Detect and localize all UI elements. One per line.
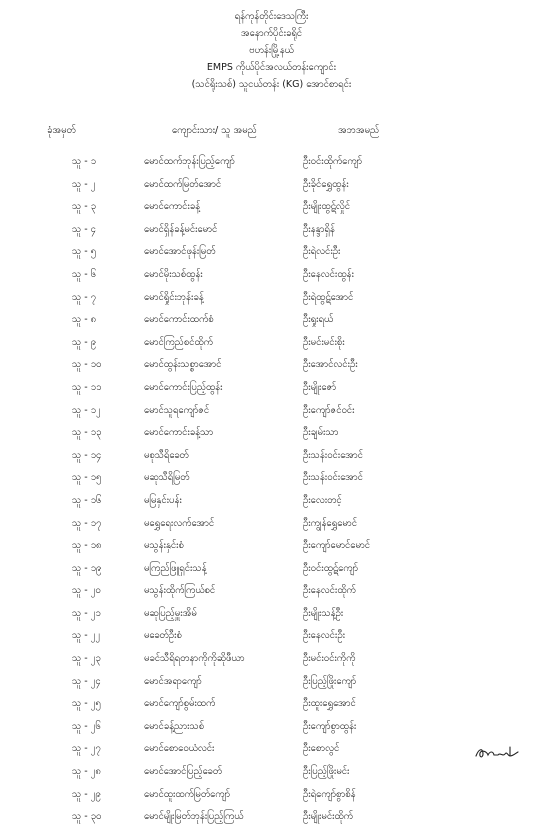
student-name: မစုသီရိခေတ် (144, 449, 189, 461)
list-row (0, 469, 543, 492)
student-name: မခေတ်ဦးစံ (144, 630, 182, 642)
header-list-title: (သင်ရိုးသစ်) သူငယ်တန်း (KG) အောင်စာရင်း (191, 79, 352, 90)
row-number: သူ - ၇ (72, 291, 96, 303)
list-row (0, 266, 543, 289)
student-name: မောင်ထူးထက်မြတ်ကျော် (144, 788, 230, 800)
list-row (0, 582, 543, 605)
father-name: ဦးမင်းဝင်းကိုကို (303, 653, 356, 665)
father-name: ဦးကျော်မောင်မောင် (303, 540, 371, 552)
list-row (0, 243, 543, 266)
row-number: သူ - ၁၉ (72, 562, 102, 574)
list-row (0, 402, 543, 425)
father-name: ဦးစောလွင် (303, 743, 340, 755)
row-number: သူ - ၂ (72, 178, 96, 190)
list-row (0, 424, 543, 447)
row-number: သူ - ၁၅ (72, 472, 102, 484)
row-number: သူ - ၄ (72, 223, 96, 235)
student-name: မောင်အောင်ပြည့်ခေတ် (144, 766, 223, 778)
father-name: ဦးကျော်စွာထွန်း (303, 720, 357, 732)
row-number: သူ - ၂၈ (72, 766, 101, 778)
list-row (0, 492, 543, 515)
student-name: မောင်ရှိုင်းဘုန်းခန့် (144, 291, 204, 303)
student-name: မောင်ထက်မြတ်အောင် (144, 178, 222, 190)
student-name: မသွန်းထိုက်ကြယ်စင် (144, 585, 216, 597)
father-name: ဦးအောင်လင်းဦး (303, 359, 358, 371)
father-name: ဦးနေလင်းထွန်း (303, 268, 354, 280)
student-name: မောင်ထက်ဘုန်းပြည့်ကျော် (144, 156, 235, 167)
row-number: သူ - ၁၆ (72, 494, 102, 506)
student-name: မောင်မိုးသစ်ထွန်း (144, 268, 203, 280)
student-name: မောင်သူရကျော်ဇင် (144, 404, 210, 416)
father-name: ဦးပြည့်ဖြိုးကျော် (303, 675, 357, 687)
row-number: သူ - ၂၃ (72, 653, 101, 665)
row-number: သူ - ၁၁ (72, 381, 102, 393)
list-row (0, 311, 543, 334)
student-name: မောင်ကောင်းခန့် (144, 201, 201, 213)
row-number: သူ - ၂၂ (72, 630, 100, 642)
father-name: ဦးဝင်းထိုက်ကျော် (303, 156, 363, 167)
father-name: ဦးကျော်ဇင်ဝင်း (303, 404, 355, 416)
list-row (0, 198, 543, 221)
row-number: သူ - ၃ (72, 201, 96, 213)
results-list (0, 153, 543, 831)
row-number: သူ - ၈ (72, 314, 97, 326)
list-row (0, 334, 543, 357)
student-name: မောင်အရာကျော် (144, 675, 202, 687)
column-header-student: ကျောင်းသား/ သူ အမည် (172, 125, 257, 136)
list-row (0, 650, 543, 673)
row-number: သူ - ၂၇ (72, 743, 101, 755)
student-name: မောင်ကောင်းပြည့်ထွန်း (144, 381, 223, 393)
student-name: မောင်မျိုးမြတ်ဘုန်းပြည့်ကြယ် (144, 811, 244, 823)
row-number: သူ - ၁၈ (72, 540, 102, 552)
student-name: မောင်ကောင်းထက်စံ (144, 314, 214, 326)
row-number: သူ - ၁၃ (72, 427, 102, 439)
list-row (0, 537, 543, 560)
father-name: ဦးကျွန်ရွှေမောင် (303, 517, 357, 529)
father-name: ဦးချမ်းသာ (303, 427, 339, 439)
list-row (0, 447, 543, 470)
column-header-father: အဘအမည် (338, 125, 380, 136)
header-region: ရန်ကုန်တိုင်းဒေသကြီး (234, 11, 309, 22)
row-number: သူ - ၉ (72, 336, 96, 348)
row-number: သူ - ၂၉ (72, 788, 101, 800)
header-township: ဗဟန်းမြို့နယ် (249, 45, 294, 56)
student-name: မဆုပြည့်မှူးအိမ် (144, 607, 197, 619)
father-name: ဦးသန်းဝင်းအောင် (303, 449, 363, 461)
student-name: မရွှေရေးလက်အောင် (144, 517, 215, 529)
list-row (0, 627, 543, 650)
list-row (0, 515, 543, 538)
row-number: သူ - ၂၀ (72, 585, 101, 597)
student-name: မောင်ခန့်ညားသစ် (144, 720, 205, 732)
list-row (0, 673, 543, 696)
student-name: မောင်ကျော်စွမ်းထက် (144, 698, 216, 710)
list-row (0, 763, 543, 786)
row-number: သူ - ၂၁ (72, 607, 101, 619)
father-name: ဦးနေလင်းဦး (303, 630, 346, 642)
list-row (0, 695, 543, 718)
student-name: မဆုသီရိမြတ် (144, 472, 190, 484)
row-number: သူ - ၁ (72, 156, 96, 167)
list-row (0, 153, 543, 176)
student-name: မောင်ထွန်းသစ္စာအောင် (144, 359, 222, 371)
father-name: ဦးမျိုးမင်းထိုက် (303, 811, 353, 823)
header-district: အနောက်ပိုင်းခရိုင် (240, 28, 303, 39)
father-name: ဦးရဲကျော်စွာစိန် (303, 788, 356, 800)
header-school: EMPS ကိုယ်ပိုင်အလယ်တန်းကျောင်း (206, 62, 337, 73)
student-name: မကြည်ဖြူရှင်းသန့် (144, 562, 207, 574)
document-header (0, 8, 543, 93)
student-name: မသွန်းနှင်းစံ (144, 540, 184, 552)
father-name: ဦးရဲထွဋ်အောင် (303, 291, 354, 303)
student-name: မောင်ကောင်းခန့်သာ (144, 427, 214, 439)
row-number: သူ - ၁၄ (72, 449, 102, 461)
row-number: သူ - ၆ (72, 268, 96, 280)
row-number: သူ - ၂၆ (72, 720, 101, 732)
row-number: သူ - ၂၅ (72, 698, 101, 710)
list-row (0, 786, 543, 809)
column-header-number: ခုံအမှတ် (47, 125, 76, 136)
student-name: မခင်သီရိရတနာကိုကိုဆိုဖီယာ (144, 653, 245, 665)
father-name: ဦးခိုင်ရွှေထွန်း (303, 178, 349, 190)
student-name: မောင်ကြည်စင်ထိုက် (144, 336, 213, 348)
father-name: ဦးရှုးရယ် (303, 314, 334, 326)
row-number: သူ - ၁၂ (72, 404, 101, 416)
list-row (0, 718, 543, 741)
father-name: ဦးမင်းမင်းစိုး (303, 336, 345, 348)
row-number: သူ - ၅ (72, 246, 96, 258)
list-row (0, 176, 543, 199)
student-name: မောင်စောဝေယံလင်း (144, 743, 215, 755)
list-row (0, 740, 543, 763)
list-row (0, 560, 543, 583)
father-name: ဦးမျိုးထွဋ်လှိုင် (303, 201, 351, 213)
father-name: ဦးပြည့်ဖြိုးမင်း (303, 766, 350, 778)
list-row (0, 808, 543, 831)
father-name: ဦးထူးရွှေအောင် (303, 698, 356, 710)
signature-mark (474, 744, 520, 762)
student-name: မောင်ရှိန်ခန့်မင်းမောင် (144, 223, 218, 235)
row-number: သူ - ၃၀ (72, 811, 102, 823)
list-row (0, 605, 543, 628)
list-row (0, 379, 543, 402)
student-name: မမြနှင်းပန်း (144, 494, 182, 506)
list-row (0, 289, 543, 312)
father-name: ဦးသန်းဝင်းအောင် (303, 472, 363, 484)
list-row (0, 356, 543, 379)
father-name: ဦးနန္ဒာရှိန် (303, 223, 335, 235)
student-name: မောင်အောင်ဖုန်းမြတ် (144, 246, 216, 258)
father-name: ဦးနေလင်းထိုက် (303, 585, 356, 597)
row-number: သူ - ၁၀ (72, 359, 102, 371)
row-number: သူ - ၁၇ (72, 517, 102, 529)
father-name: ဦးမျိုးဇော် (303, 381, 337, 393)
father-name: ဦးဝင်းထွဋ်ကျော် (303, 562, 359, 574)
row-number: သူ - ၂၄ (72, 675, 101, 687)
father-name: ဦးလေးတင့် (303, 494, 342, 506)
father-name: ဦးမျိုးသန့်ဦး (303, 607, 344, 619)
list-row (0, 221, 543, 244)
father-name: ဦးရဲလင်းဦး (303, 246, 341, 258)
